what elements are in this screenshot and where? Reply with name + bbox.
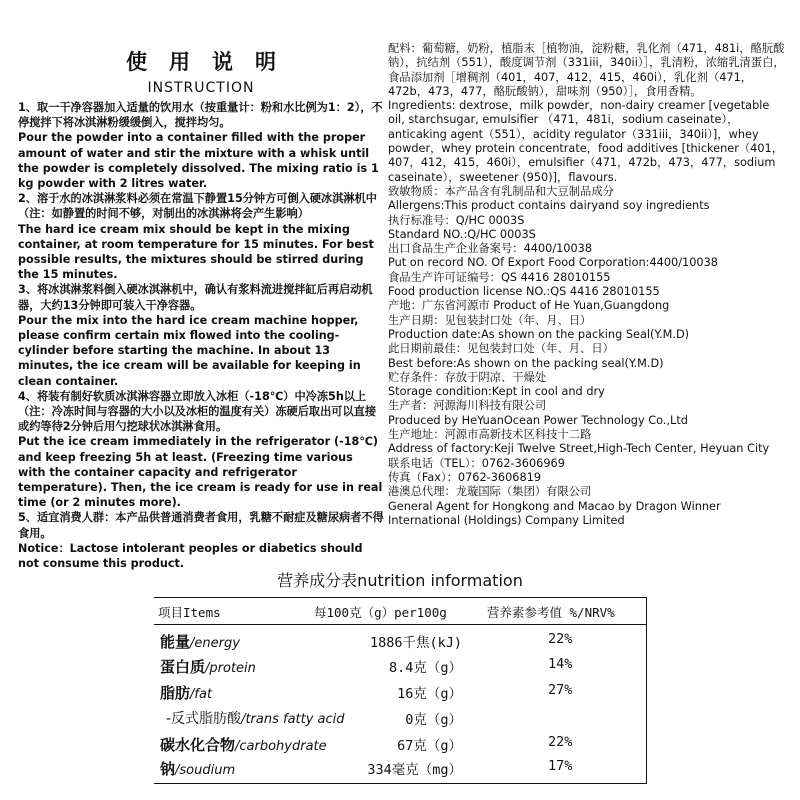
step3-en: Pour the mix into the hard ice cream machine hopper, please confirm certain mix flowed into the cooling-cylinder before starting the machine. In about 13 minutes, the ice cream will be available for keeping in clean container. xyxy=(18,313,361,388)
table-row xyxy=(154,629,646,654)
nutrient-nrv: 22% xyxy=(548,631,573,647)
agent-en: General Agent for Hongkong and Macao by Dragon Winner International (Holdings) Company Limited xyxy=(388,499,721,527)
agent-cn: 港澳总代理：龙璇国际（集团）有限公司 xyxy=(388,485,592,499)
nutrient-name: 能量 xyxy=(160,633,191,651)
export-record-en: Put on record NO. Of Export Food Corporation:4400/10038 xyxy=(388,256,718,270)
step5-cn: 5、适宜消费人群：本产品供普通消费者食用，乳糖不耐症及糖尿病者不得食用。 xyxy=(18,511,384,540)
table-row xyxy=(154,756,646,781)
best-before-en: Best before:As shown on the packing seal(Y.M.D) xyxy=(388,356,664,370)
step1-cn: 1、取一干净容器加入适量的饮用水（按重量计：粉和水比例为1：2），不停搅拌下将冰淇淋粉缓缓倒入，搅拌均匀。 xyxy=(18,101,383,130)
standard-en: Standard NO.:Q/HC 0003S xyxy=(388,227,536,241)
instruction-title-cn: 使用说明 xyxy=(126,50,298,74)
address-cn: 生产地址：河源市高新技术区科技十二路 xyxy=(388,428,592,442)
nutrient-value: 8.4克（g） xyxy=(388,660,462,676)
nutrient-name-en: /fat xyxy=(190,687,213,702)
header-items: 项目Items xyxy=(158,605,221,620)
instruction-section xyxy=(18,42,384,571)
nutrient-value: 0克（g） xyxy=(405,712,462,728)
table-row xyxy=(154,654,646,679)
nutrient-value: 1886千焦(kJ) xyxy=(369,635,462,651)
production-date-en: Production date:As shown on the packing Seal(Y.M.D) xyxy=(388,327,690,341)
standard-cn: 执行标准号：Q/HC 0003S xyxy=(388,213,525,227)
origin: 产地：广东省河源市 Product of He Yuan,Guangdong xyxy=(388,299,670,313)
ingredients-text xyxy=(388,42,788,528)
nutrition-title xyxy=(0,568,800,591)
nutrient-value: 16克（g） xyxy=(397,686,462,702)
header-per-100g: 每100克（g）per100g xyxy=(314,605,447,620)
nutrient-name: 蛋白质 xyxy=(160,658,206,676)
production-date-cn: 生产日期：见包装封口处（年、月、日） xyxy=(388,313,592,327)
nutrient-value: 67克（g） xyxy=(397,738,462,754)
allergen-en: Allergens:This product contains dairyand soy ingredients xyxy=(388,199,710,213)
nutrition-table-header xyxy=(154,598,646,625)
nutrient-value: 334毫克（mg） xyxy=(367,762,462,778)
license-en: Food production license NO.:QS 4416 28010155 xyxy=(388,285,660,299)
nutrient-name-en: /soudium xyxy=(175,763,236,778)
table-row xyxy=(154,732,646,757)
nutrition-title-en: nutrition information xyxy=(357,571,523,590)
nutrient-name-en: /trans fatty acid xyxy=(241,712,345,727)
step4-en: Put the ice cream immediately in the refrigerator (-18℃) and keep freezing 5h at least. (Freezing time various with the container capacity and refrigerator temperature). Then, the ice cream is ready for use in real time (or 2 minutes more). xyxy=(18,435,383,510)
nutrient-nrv: 27% xyxy=(548,682,573,698)
instruction-steps xyxy=(18,100,384,571)
nutrition-title-cn: 营养成分表 xyxy=(277,571,358,590)
producer-cn: 生产者：河源海川科技有限公司 xyxy=(388,399,547,413)
nutrient-nrv: 22% xyxy=(548,734,573,750)
nutrient-name-en: /carbohydrate xyxy=(235,739,327,754)
address-en: Address of factory:Keji Twelve Street,High-Tech Center, Heyuan City xyxy=(388,442,770,456)
nutrient-nrv: 14% xyxy=(548,656,573,672)
nutrient-name-en: /energy xyxy=(190,636,240,651)
header-nrv: 营养素参考值 %/NRV% xyxy=(487,605,615,620)
step3-cn: 3、将冰淇淋浆料倒入硬冰淇淋机中，确认有浆料流进搅拌缸后再启动机器，大约13分钟即可装入干净容器。 xyxy=(18,283,373,312)
step2-en: The hard ice cream mix should be kept in the mixing container, at room temperature for 15 minutes. For best possible results, the mixtures should be stirred during the 15 minutes. xyxy=(18,222,374,282)
nutrient-name: -反式脂肪酸 xyxy=(166,711,242,727)
table-row xyxy=(154,706,646,731)
ingredients-section xyxy=(388,42,788,528)
step4-cn: 4、将装有制好软质冰淇淋容器立即放入冰柜（-18℃）中冷冻5h以上（注：冷冻时间与容器的大小以及冰柜的温度有关）冻硬后取出可以直接或约等待2分钟后用勺挖球状冰淇淋食用。 xyxy=(18,389,377,434)
table-row xyxy=(154,680,646,705)
fax: 传真（Fax）：0762-3606819 xyxy=(388,470,542,484)
nutrient-nrv: 17% xyxy=(548,758,573,774)
nutrient-name-en: /protein xyxy=(205,661,256,676)
allergen-cn: 致敏物质：本产品含有乳制品和大豆制品成分 xyxy=(388,184,614,198)
export-record-cn: 出口食品生产企业备案号：4400/10038 xyxy=(388,242,593,256)
instruction-title-en: INSTRUCTION xyxy=(147,80,255,96)
storage-en: Storage condition:Kept in cool and dry xyxy=(388,385,605,399)
nutrition-table xyxy=(154,597,647,784)
ingredients-en: Ingredients: dextrose，milk powder，non-dairy creamer [vegetable oil, starchsugar, emulsifier （471，481i，sodium caseinate），anticaking agent（551），acidity regulator（331iii，340ii）]，whey powder，whey protein concentrate，food additives [thickener（401，407，412，415，460i），emulsifier（471，472b，473，477，sodium caseinate），sweetener (950)]，flavours. xyxy=(388,99,784,184)
step2-cn: 2、溶于水的冰淇淋浆料必须在常温下静置15分钟方可倒入硬冰淇淋机中（注：如静置的时间不够，对制出的冰淇淋将会产生影响） xyxy=(18,192,377,221)
nutrient-name: 碳水化合物 xyxy=(160,736,236,754)
producer-en: Produced by HeYuanOcean Power Technology Co.,Ltd xyxy=(388,413,688,427)
step5-en: Notice：Lactose intolerant peoples or diabetics should not consume this product. xyxy=(18,541,363,571)
step1-en: Pour the powder into a container filled with the proper amount of water and stir the mixture with a whisk until the powder is completely dissolved. The mixing ratio is 1 kg powder with 2 litres water. xyxy=(18,131,379,191)
best-before-cn: 此日期前最佳：见包装封口处（年、月、日） xyxy=(388,342,614,356)
nutrient-name: 钠 xyxy=(160,760,176,778)
ingredients-cn: 配料：葡萄糖，奶粉，植脂末［植物油，淀粉糖，乳化剂（471，481i，酪朊酸钠），抗结剂（551），酸度调节剂（331iii，340ii）］，乳清粉，浓缩乳清蛋白，食品添加剂［增稠剂（401，407，412，415，460i），乳化剂（471，472b，473，477，酪朊酸钠），甜味剂（950）］，食用香精。 xyxy=(388,42,785,98)
storage-cn: 贮存条件：存放于阴凉、干燥处 xyxy=(388,370,547,384)
nutrient-name: 脂肪 xyxy=(160,684,191,702)
telephone: 联系电话（TEL）：0762-3606969 xyxy=(388,456,565,470)
license-cn: 食品生产许可证编号：QS 4416 28010155 xyxy=(388,270,611,284)
